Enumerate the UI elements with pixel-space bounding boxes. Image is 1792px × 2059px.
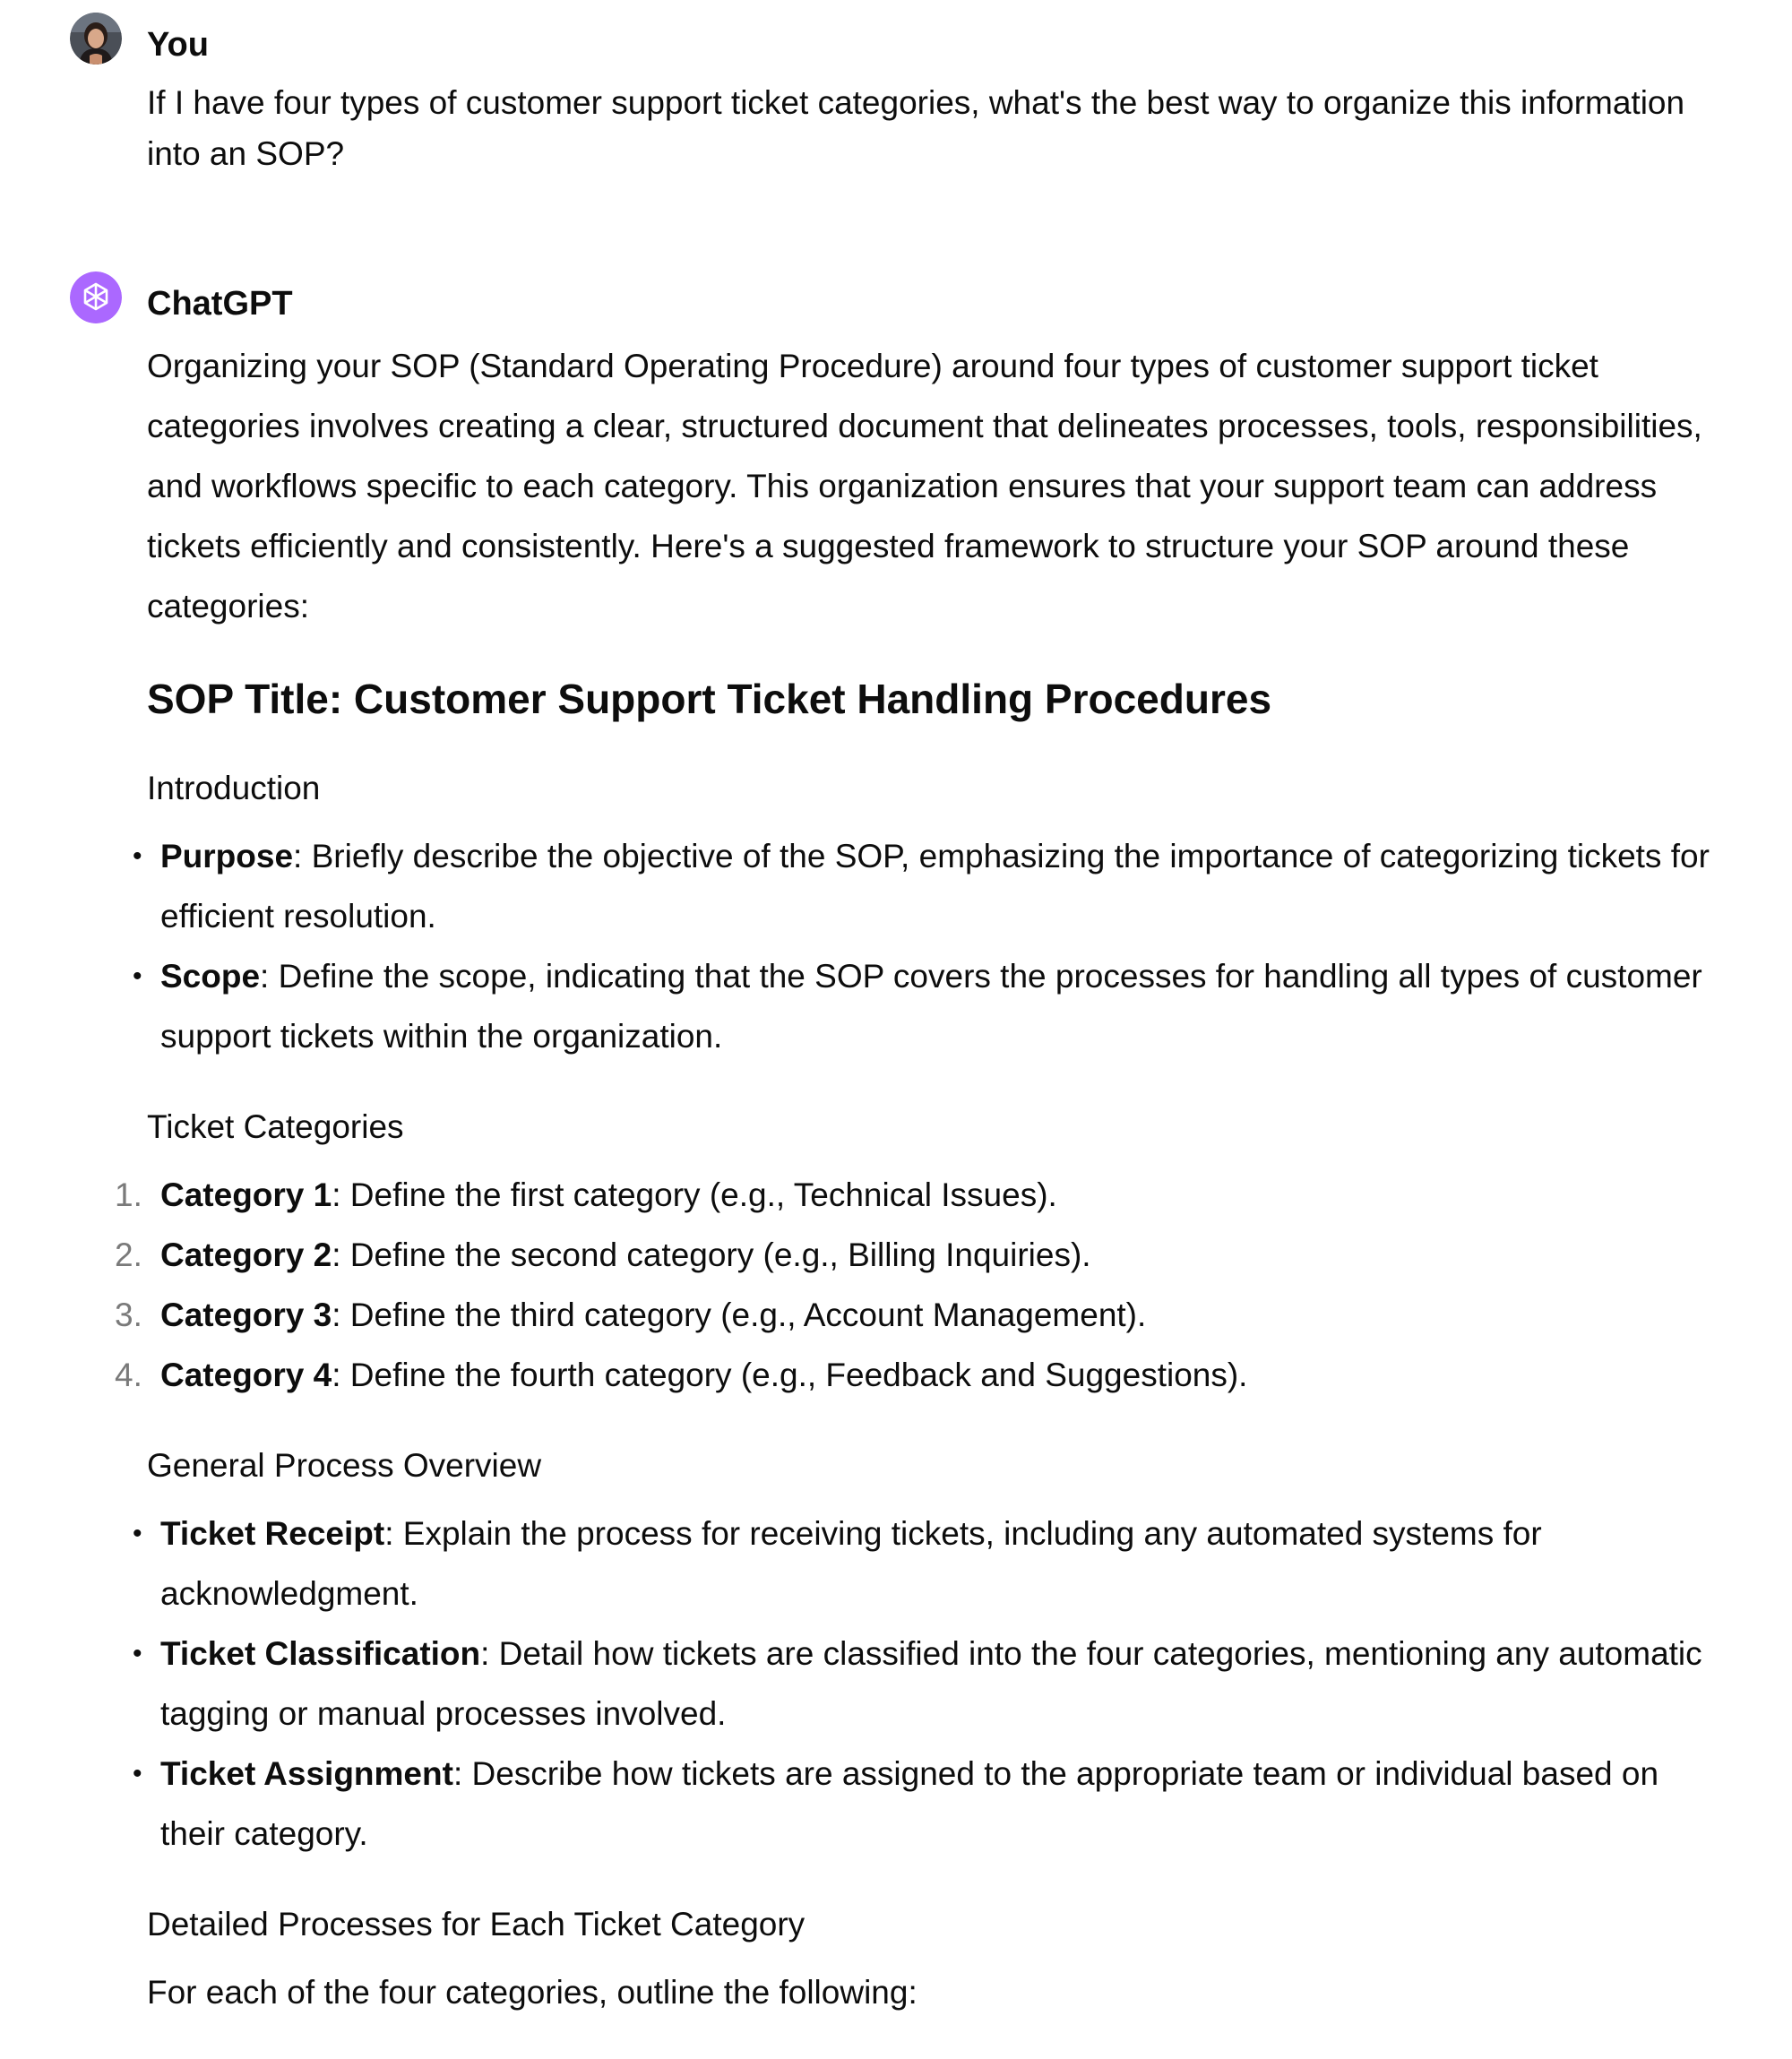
list-item-term: Category 4 bbox=[160, 1357, 332, 1393]
list-item-term: Category 1 bbox=[160, 1176, 332, 1213]
list-item bbox=[115, 1225, 1715, 1285]
list-item-text: : Define the scope, indicating that the SOP covers the processes for handling all types of customer support tickets within the organization. bbox=[160, 958, 1702, 1055]
list-item-term: Category 2 bbox=[160, 1236, 332, 1273]
section-detailed-label: Detailed Processes for Each Ticket Category bbox=[147, 1906, 806, 1943]
detailed-lead-text: For each of the four categories, outline the following: bbox=[147, 1974, 918, 2011]
bullet-icon: • bbox=[133, 841, 142, 871]
list-item-term: Ticket Classification bbox=[160, 1635, 481, 1672]
list-item bbox=[115, 1285, 1715, 1345]
list-item bbox=[133, 1503, 1715, 1624]
intro-paragraph: Organizing your SOP (Standard Operating Procedure) around four types of customer support ticket categories involves creating a clear, structured document that delineates processes, tools, responsibilities, and workflows specific to each category. This organization ensures that your support team can address tickets efficiently and consistently. Here's a suggested framework to structure your SOP around these categories: bbox=[147, 348, 1702, 625]
list-item bbox=[133, 826, 1715, 946]
bullet-icon: • bbox=[133, 1519, 142, 1548]
section-introduction-label: Introduction bbox=[147, 770, 321, 806]
assistant-name: ChatGPT bbox=[147, 285, 293, 323]
list-item-term: Purpose bbox=[160, 838, 294, 874]
list-item-text: : Define the fourth category (e.g., Feedback and Suggestions). bbox=[332, 1357, 1248, 1393]
list-number: 1. bbox=[115, 1176, 142, 1213]
user-avatar-photo-icon bbox=[70, 13, 122, 65]
list-item bbox=[133, 1744, 1715, 1864]
list-item-text: : Detail how tickets are classified into the four categories, mentioning any automatic tagging or manual processes involved. bbox=[160, 1635, 1702, 1732]
section-categories-label: Ticket Categories bbox=[147, 1108, 404, 1145]
list-item bbox=[133, 1624, 1715, 1744]
user-message bbox=[70, 13, 1719, 172]
user-message-text: If I have four types of customer support ticket categories, what's the best way to organize this information into an SOP? bbox=[147, 84, 1685, 172]
bullet-icon: • bbox=[133, 1639, 142, 1668]
list-item-text: : Briefly describe the objective of the SOP, emphasizing the importance of categorizing tickets for efficient resolution. bbox=[160, 838, 1710, 935]
list-item-text: : Describe how tickets are assigned to the appropriate team or individual based on their category. bbox=[160, 1755, 1659, 1852]
section-overview-label: General Process Overview bbox=[147, 1447, 542, 1484]
list-item bbox=[115, 1345, 1715, 1405]
user-name: You bbox=[147, 26, 209, 64]
bullet-icon: • bbox=[133, 961, 142, 991]
list-item-text: : Explain the process for receiving tickets, including any automated systems for acknowledgment. bbox=[160, 1515, 1542, 1612]
list-item-term: Ticket Receipt bbox=[160, 1515, 385, 1552]
list-number: 3. bbox=[115, 1297, 142, 1333]
assistant-message bbox=[70, 271, 1719, 2055]
overview-list bbox=[133, 1503, 1715, 1864]
sop-title-heading: SOP Title: Customer Support Ticket Handling Procedures bbox=[147, 676, 1272, 722]
list-item-text: : Define the second category (e.g., Billing Inquiries). bbox=[332, 1236, 1091, 1273]
introduction-list bbox=[133, 826, 1715, 1066]
categories-list bbox=[115, 1165, 1715, 1405]
list-item-term: Scope bbox=[160, 958, 261, 995]
list-item-text: : Define the first category (e.g., Technical Issues). bbox=[332, 1176, 1057, 1213]
openai-logo-icon bbox=[70, 271, 122, 323]
list-item-term: Ticket Assignment bbox=[160, 1755, 453, 1792]
list-item-text: : Define the third category (e.g., Account Management). bbox=[332, 1297, 1147, 1333]
list-item bbox=[133, 946, 1715, 1066]
user-avatar bbox=[70, 13, 122, 65]
list-item bbox=[115, 1165, 1715, 1225]
list-number: 2. bbox=[115, 1236, 142, 1273]
list-number: 4. bbox=[115, 1357, 142, 1393]
assistant-avatar bbox=[70, 271, 122, 323]
bullet-icon: • bbox=[133, 1759, 142, 1788]
list-item-term: Category 3 bbox=[160, 1297, 332, 1333]
assistant-message-body bbox=[115, 336, 1715, 2022]
